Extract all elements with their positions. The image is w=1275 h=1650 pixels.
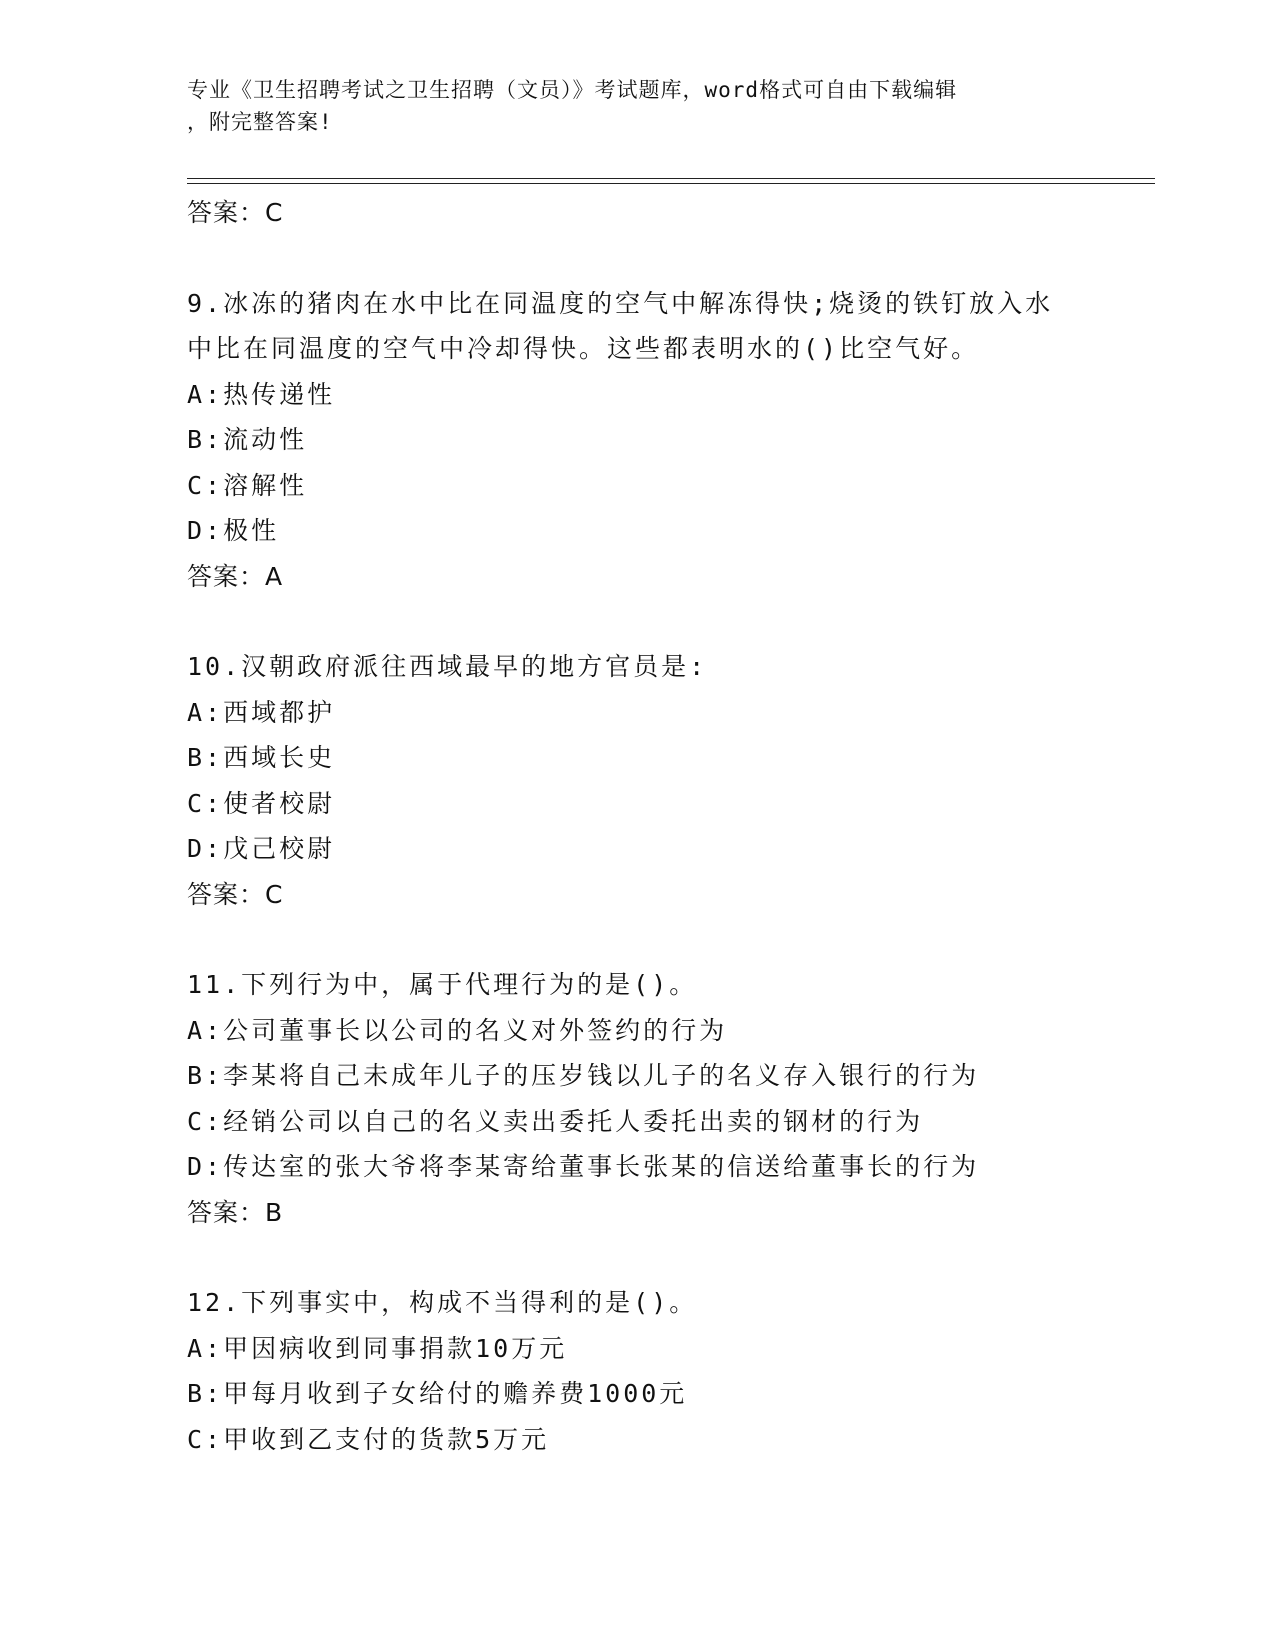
question-10 xyxy=(187,644,1107,917)
option-a: A:公司董事长以公司的名义对外签约的行为 xyxy=(187,1015,728,1045)
option-c: C:溶解性 xyxy=(187,470,308,500)
option-c: C:使者校尉 xyxy=(187,788,336,818)
question-list xyxy=(187,190,1107,1462)
question-9 xyxy=(187,281,1107,600)
question-stem: 中比在同温度的空气中冷却得快。这些都表明水的()比空气好。 xyxy=(187,334,980,363)
option-c: C:经销公司以自己的名义卖出委托人委托出卖的钢材的行为 xyxy=(187,1106,924,1136)
header-line-1: 专业《卫生招聘考试之卫生招聘（文员）》考试题库，word格式可自由下载编辑 xyxy=(187,78,958,102)
option-b: B:流动性 xyxy=(187,425,308,454)
option-d: D:传达室的张大爷将李某寄给董事长张某的信送给董事长的行为 xyxy=(187,1152,980,1181)
question-11 xyxy=(187,962,1107,1235)
header-line-2: ，附完整答案! xyxy=(187,110,333,134)
header-divider-top xyxy=(187,178,1155,179)
option-c: C:甲收到乙支付的货款5万元 xyxy=(187,1424,550,1454)
question-stem: 9.冰冻的猪肉在水中比在同温度的空气中解冻得快;烧烫的铁钉放入水 xyxy=(187,288,1054,318)
header-divider-bottom xyxy=(187,183,1155,184)
question-12 xyxy=(187,1280,1107,1462)
spacer xyxy=(187,917,1107,962)
question-stem: 10.汉朝政府派往西域最早的地方官员是: xyxy=(187,652,708,681)
spacer xyxy=(187,236,1107,281)
spacer xyxy=(187,599,1107,644)
spacer xyxy=(187,1235,1107,1280)
option-a: A:甲因病收到同事捐款10万元 xyxy=(187,1333,568,1363)
answer-label: 答案：C xyxy=(187,879,284,909)
option-a: A:热传递性 xyxy=(187,379,336,409)
option-b: B:李某将自己未成年儿子的压岁钱以儿子的名义存入银行的行为 xyxy=(187,1061,980,1090)
question-stem: 12.下列事实中，构成不当得利的是()。 xyxy=(187,1288,698,1317)
option-d: D:戊己校尉 xyxy=(187,834,336,863)
option-d: D:极性 xyxy=(187,516,280,545)
answer-label: 答案：B xyxy=(187,1197,284,1227)
document-header xyxy=(187,74,1087,138)
previous-answer: 答案：C xyxy=(187,198,284,227)
answer-label: 答案：A xyxy=(187,561,284,591)
option-b: B:甲每月收到子女给付的赡养费1000元 xyxy=(187,1379,688,1408)
option-a: A:西域都护 xyxy=(187,697,336,727)
option-b: B:西域长史 xyxy=(187,743,336,772)
question-stem: 11.下列行为中，属于代理行为的是()。 xyxy=(187,970,698,999)
